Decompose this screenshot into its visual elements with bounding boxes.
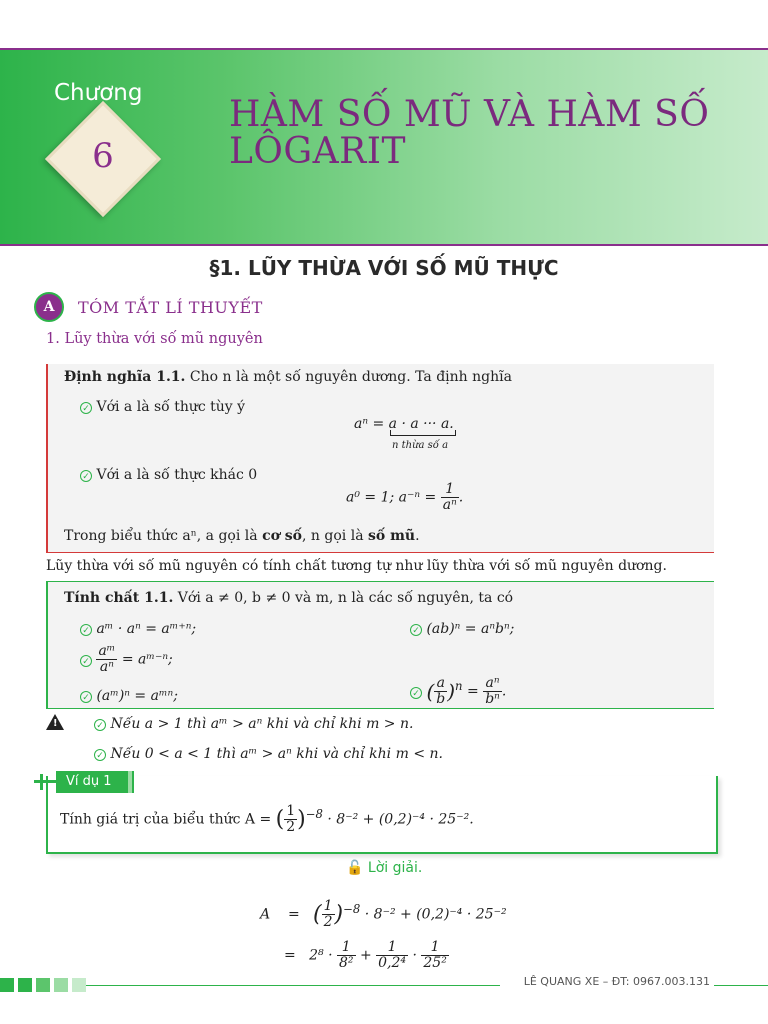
check-icon: ✓ xyxy=(94,719,106,731)
unlock-icon: 🔓 xyxy=(346,860,364,876)
example-exponent: −8 xyxy=(305,806,323,821)
property-2 xyxy=(410,621,514,637)
underbrace xyxy=(390,430,456,436)
fraction-denominator: 25² xyxy=(423,955,447,971)
check-icon: ✓ xyxy=(410,687,422,699)
fraction-denominator: b xyxy=(436,691,446,707)
chapter-title xyxy=(229,96,749,170)
fraction-denominator: 2 xyxy=(286,819,296,835)
footer-end: . xyxy=(415,528,420,544)
property-5: ✓ ( $\frac{a}{b}$ )$^n$ = $\frac{\text{aⁿ}}{\text{bⁿ}}$ . xyxy=(410,676,506,707)
note-1-text: Nếu a > 1 thì aᵐ > aⁿ khi và chỉ khi m > n. xyxy=(110,716,414,732)
solution-fraction-2 xyxy=(376,940,408,971)
check-icon: ✓ xyxy=(80,655,92,667)
chapter-label: Chương xyxy=(54,80,143,106)
paren: ) xyxy=(297,807,306,832)
section-title: §1. LŨY THỪA VỚI SỐ MŨ THỰC xyxy=(209,256,559,280)
property-3-fraction xyxy=(96,644,117,675)
property-3 xyxy=(80,644,173,675)
property-5-inner-fraction xyxy=(434,676,447,707)
fraction-denominator: 2 xyxy=(323,914,333,930)
property-1 xyxy=(80,621,196,637)
equals-sign: = xyxy=(287,906,300,923)
fraction-denominator: aⁿ xyxy=(99,659,114,675)
note-2 xyxy=(94,746,443,762)
solution-fraction-1 xyxy=(337,940,356,971)
solution-line2-a: 2⁸ · xyxy=(309,947,333,964)
brace-note: n thừa số a xyxy=(392,440,449,451)
paren: ) xyxy=(447,679,456,704)
example-half-fraction xyxy=(284,804,297,835)
definition-formula2: a⁰ = 1; a⁻ⁿ = $\frac{1}{\text{aⁿ}}$ . xyxy=(346,481,464,513)
example-label: Ví dụ 1 xyxy=(56,771,134,793)
definition-footer xyxy=(64,528,420,544)
definition-formula1: aⁿ = a · a ··· a. xyxy=(354,416,454,432)
check-icon: ✓ xyxy=(80,402,92,414)
definition-intro-line xyxy=(64,369,512,385)
chapter-number: 6 xyxy=(92,136,114,176)
footer-square-2 xyxy=(18,978,32,992)
check-icon: ✓ xyxy=(80,624,92,636)
property-4 xyxy=(80,688,178,704)
fraction-denominator: bⁿ xyxy=(485,691,500,707)
property-2-text: (ab)ⁿ = aⁿbⁿ; xyxy=(426,621,515,637)
definition-label: Định nghĩa 1.1. xyxy=(64,369,186,385)
property-5-exponent: n xyxy=(455,678,463,693)
formula2-left: a⁰ = 1; a⁻ⁿ = xyxy=(346,489,437,506)
solution-line1 xyxy=(260,899,507,930)
solution-heading xyxy=(346,860,422,876)
solution-label: Lời giải. xyxy=(367,860,423,876)
check-icon: ✓ xyxy=(80,691,92,703)
solution-line1-tail: · 8⁻² + (0,2)⁻⁴ · 25⁻² xyxy=(364,906,507,923)
footer-exp-term: số mũ xyxy=(368,528,416,544)
equals-sign: = xyxy=(284,947,296,964)
check-icon: ✓ xyxy=(80,470,92,482)
definition-intro: Cho n là một số nguyên dương. Ta định nghĩa xyxy=(189,369,512,385)
example-question xyxy=(60,804,474,835)
solution-fraction-3 xyxy=(421,940,448,971)
fraction-numerator: 1 xyxy=(421,940,448,956)
property-4-text: (aᵐ)ⁿ = aᵐⁿ; xyxy=(96,688,178,704)
fraction-numerator: 1 xyxy=(376,940,408,956)
footer-square-1 xyxy=(0,978,14,992)
remark: Lũy thừa với số mũ nguyên có tính chất tương tự như lũy thừa với số mũ nguyên dương. xyxy=(46,558,667,574)
note-2-text: Nếu 0 < a < 1 thì aᵐ > aⁿ khi và chỉ khi m < n. xyxy=(110,746,443,762)
warning-icon-mark: ! xyxy=(53,718,58,729)
chapter-title-line2: LÔGARIT xyxy=(229,131,407,172)
fraction-denominator: 8² xyxy=(338,955,354,971)
example-label-stripe xyxy=(128,771,132,793)
fraction-numerator: 1 xyxy=(286,803,296,819)
summary-title: TÓM TẮT LÍ THUYẾT xyxy=(78,298,263,317)
fraction-denominator: aⁿ xyxy=(442,497,457,513)
paren: ( xyxy=(275,807,285,832)
paren: ( xyxy=(313,902,322,927)
property-5-fraction xyxy=(483,676,502,707)
definition-box xyxy=(46,364,714,553)
fraction-numerator: 1 xyxy=(441,482,459,498)
fraction-denominator: 0,2⁴ xyxy=(378,955,407,971)
footer-square-3 xyxy=(36,978,50,992)
footer-author: LÊ QUANG XE – ĐT: 0967.003.131 xyxy=(500,975,714,988)
check-icon: ✓ xyxy=(94,749,106,761)
solution-exponent: −8 xyxy=(343,901,361,916)
example-text: Tính giá trị của biểu thức A = xyxy=(60,811,272,828)
property-label: Tính chất 1.1. xyxy=(64,590,174,606)
paren: ) xyxy=(334,902,344,927)
example-expression-tail: · 8⁻² + (0,2)⁻⁴ · 25⁻². xyxy=(327,811,474,828)
subsection-title: 1. Lũy thừa với số mũ nguyên xyxy=(46,331,263,347)
plus-sign: + xyxy=(359,947,372,964)
definition-item2 xyxy=(80,467,257,483)
paren: ( xyxy=(426,679,435,704)
example-tab-line xyxy=(34,780,56,783)
fraction-numerator: aᵐ xyxy=(98,643,116,659)
dot-sign: · xyxy=(412,947,417,964)
fraction-numerator: 1 xyxy=(337,940,356,956)
summary-badge: A xyxy=(34,292,64,322)
solution-line2 xyxy=(284,940,449,971)
definition-item1-text: Với a là số thực tùy ý xyxy=(96,399,246,415)
fraction-numerator: 1 xyxy=(323,898,333,914)
definition-item2-text: Với a là số thực khác 0 xyxy=(96,467,258,483)
footer-pre: Trong biểu thức aⁿ, a gọi là xyxy=(64,528,258,544)
chapter-title-line1: HÀM SỐ MŨ VÀ HÀM SỐ xyxy=(229,94,710,135)
property-3-rhs: = aᵐ⁻ⁿ; xyxy=(121,651,173,668)
property-intro: Với a ≠ 0, b ≠ 0 và m, n là các số nguyên, ta có xyxy=(177,590,514,606)
formula2-fraction xyxy=(441,482,459,513)
property-intro-line xyxy=(64,590,513,606)
definition-item1 xyxy=(80,399,245,415)
check-icon: ✓ xyxy=(410,624,422,636)
fraction-numerator: a xyxy=(434,676,447,692)
example-tab-tick xyxy=(40,774,43,790)
footer-square-4 xyxy=(54,978,68,992)
footer-square-5 xyxy=(72,978,86,992)
solution-lhs: A xyxy=(260,906,271,923)
fraction-numerator: aⁿ xyxy=(483,676,502,692)
property-1-text: aᵐ · aⁿ = aᵐ⁺ⁿ; xyxy=(96,621,197,637)
footer-mid: , n gọi là xyxy=(302,528,364,544)
note-1 xyxy=(94,716,413,732)
footer-base-term: cơ số xyxy=(262,528,303,544)
solution-half-fraction xyxy=(322,899,335,930)
